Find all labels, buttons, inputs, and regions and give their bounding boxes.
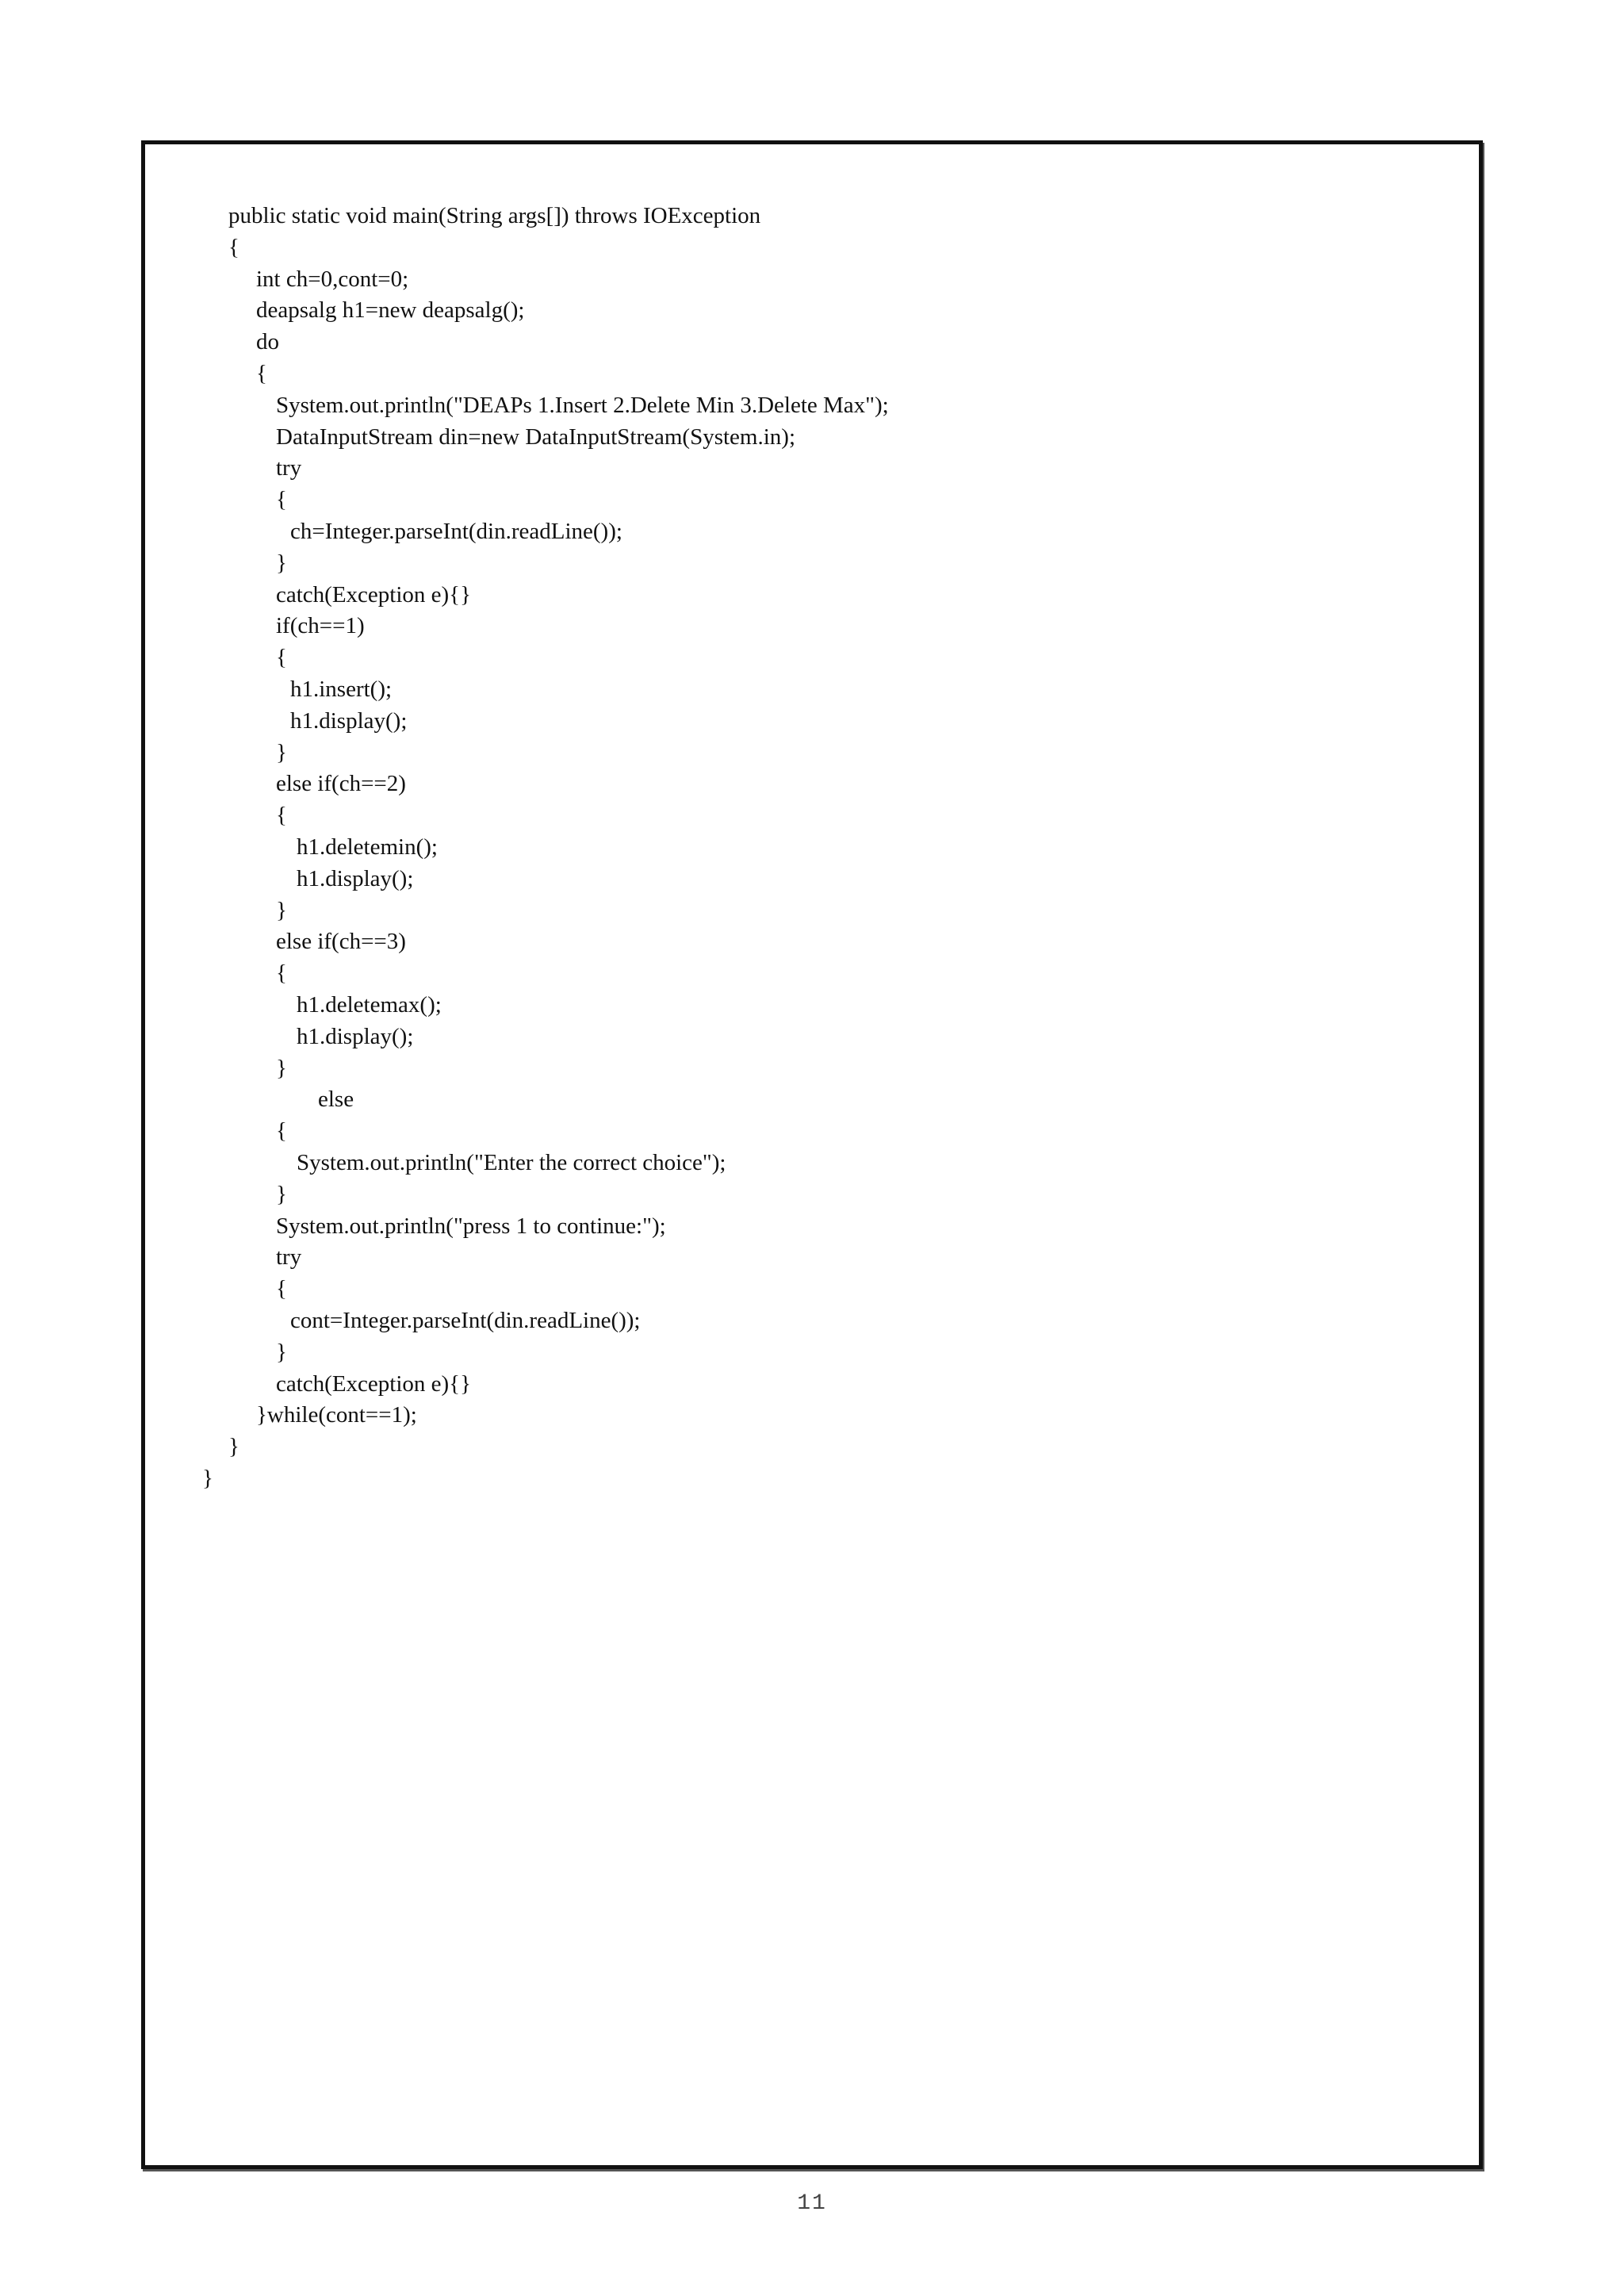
code-line: {: [276, 1118, 287, 1144]
code-line: try: [276, 1244, 302, 1270]
code-line: cont=Integer.parseInt(din.readLine());: [290, 1308, 641, 1333]
code-line: else if(ch==2): [276, 771, 406, 796]
code-line: {: [228, 235, 239, 260]
code-line: deapsalg h1=new deapsalg();: [256, 297, 525, 323]
code-line: System.out.println("Enter the correct choice");: [297, 1150, 726, 1175]
code-line: }while(cont==1);: [256, 1402, 417, 1428]
code-line: }: [276, 898, 287, 923]
code-line: }: [276, 1056, 287, 1081]
page-border: [141, 140, 1483, 2169]
code-line: }: [276, 1182, 287, 1207]
page-number: 11: [797, 2191, 827, 2216]
code-line: public static void main(String args[]) throws IOException: [228, 203, 761, 228]
code-line: }: [276, 1340, 287, 1365]
code-listing: [145, 144, 1479, 2165]
code-line: h1.display();: [290, 708, 408, 734]
code-line: h1.insert();: [290, 677, 393, 702]
code-line: h1.display();: [297, 1024, 414, 1049]
code-line: else if(ch==3): [276, 929, 406, 954]
code-line: {: [256, 361, 267, 386]
code-line: }: [276, 550, 287, 576]
code-line: try: [276, 455, 302, 481]
code-line: }: [202, 1466, 213, 1491]
code-line: System.out.println("DEAPs 1.Insert 2.Delete Min 3.Delete Max");: [276, 393, 889, 418]
code-line: int ch=0,cont=0;: [256, 266, 409, 292]
code-line: h1.display();: [297, 866, 414, 891]
code-line: {: [276, 645, 287, 670]
code-line: ch=Integer.parseInt(din.readLine());: [290, 519, 622, 544]
code-line: h1.deletemax();: [297, 992, 442, 1018]
code-line: System.out.println("press 1 to continue:");: [276, 1213, 666, 1239]
code-line: {: [276, 960, 287, 986]
code-line: else: [318, 1087, 354, 1112]
code-line: }: [228, 1434, 239, 1459]
code-line: if(ch==1): [276, 613, 365, 638]
code-line: {: [276, 803, 287, 828]
code-line: catch(Exception e){}: [276, 1371, 472, 1397]
code-line: do: [256, 329, 279, 355]
code-line: h1.deletemin();: [297, 834, 438, 860]
code-line: }: [276, 740, 287, 765]
code-line: {: [276, 487, 287, 512]
code-line: DataInputStream din=new DataInputStream(System.in);: [276, 424, 796, 450]
code-line: catch(Exception e){}: [276, 582, 472, 608]
code-line: {: [276, 1276, 287, 1301]
